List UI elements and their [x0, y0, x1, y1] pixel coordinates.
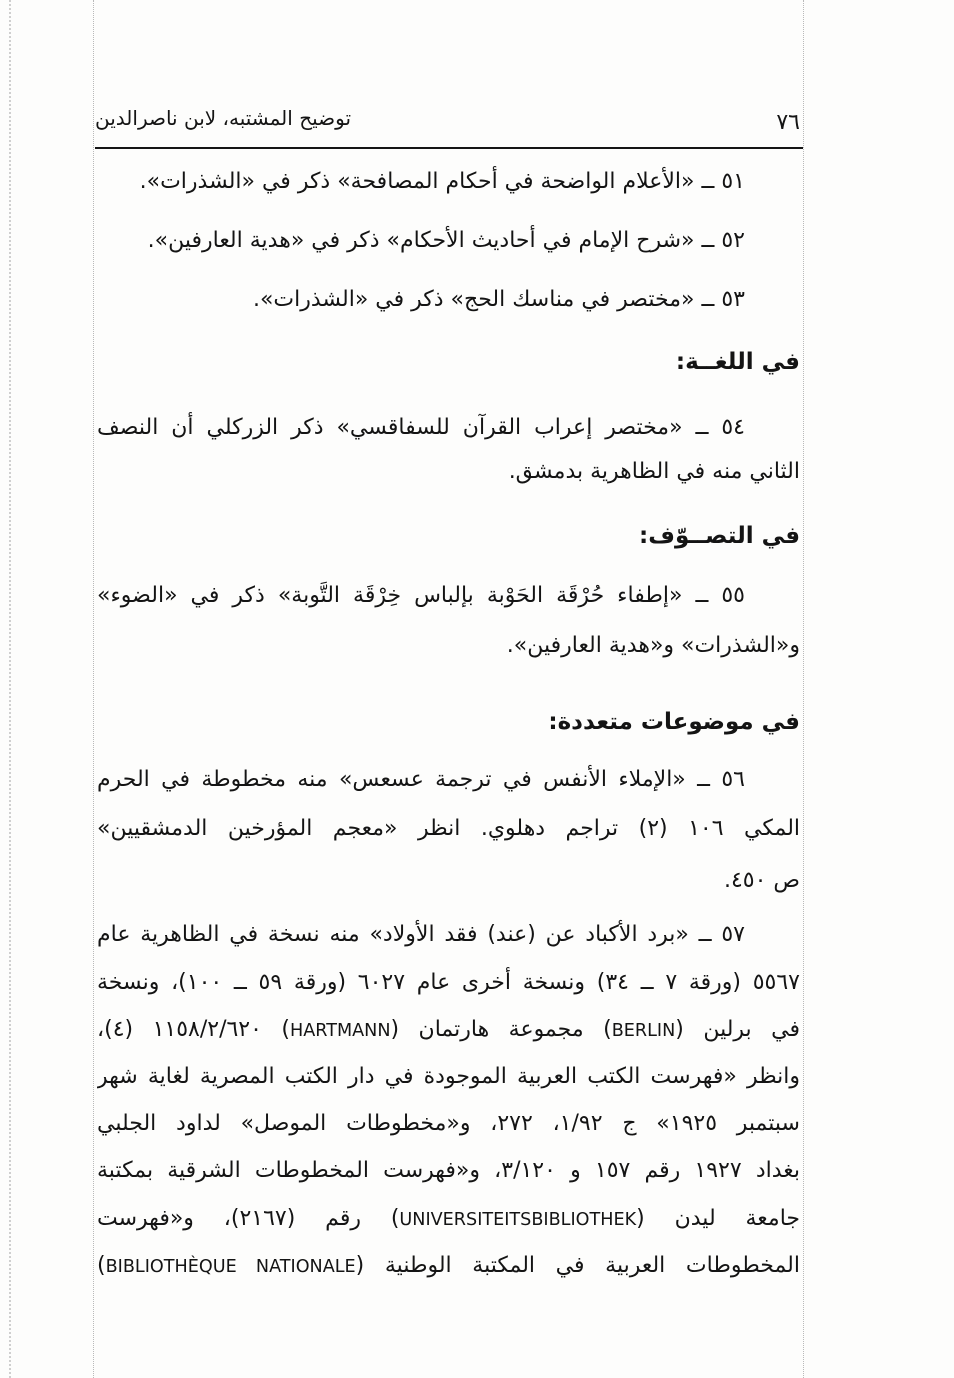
entry-57-line-4: وانظر «فهرست الكتب العربية الموجودة في دار الكتب المصرية لغاية شهر: [97, 1064, 800, 1089]
entry-55-line-1: ٥٥ ــ «إطفاء حُرْقَة الحَوْبة بإلباس خِرْقَة التَّوبة» ذكر في «الضوء»: [97, 583, 745, 608]
entry-56-line-2: المكي ١٠٦ (٢) تراجم دهلوي. انظر «معجم المؤرخين الدمشقيين»: [97, 816, 800, 841]
entry-57-line-1: ٥٧ ــ «برد الأكباد عن (عند) فقد الأولاد» منه نسخة في الظاهرية عام: [97, 922, 745, 947]
section-heading-various: في موضوعات متعددة:: [548, 709, 800, 735]
entry-57-line-2: ٥٥٦٧ (ورقة ٧ ــ ٣٤) ونسخة أخرى عام ٦٠٢٧ (ورقة ٥٩ ــ ١٠٠)، ونسخة: [97, 970, 800, 995]
latin-term-berlin: BERLIN: [611, 1021, 676, 1041]
section-heading-sufism: في التصــوّف:: [639, 523, 800, 549]
entry-54-line-2: الثاني منه في الظاهرية بدمشق.: [508, 459, 800, 484]
entry-57-line-8: [97, 1249, 800, 1283]
running-title: توضيح المشتبه، لابن ناصرالدين: [95, 106, 352, 130]
entry-57-line-3-part: في برلين (: [675, 1017, 800, 1042]
page-number: ٧٦: [776, 110, 800, 135]
section-heading-language: في اللغــة:: [675, 349, 800, 375]
entry-57-line-3-part: ) ١١٥٨/٢/٦٢٠ (٤)،: [97, 1017, 290, 1042]
entry-52: ٥٢ ــ «شرح الإمام في أحاديث الأحكام» ذكر في «هدية العارفين».: [147, 228, 745, 253]
entry-57-line-8-part: المخطوطات العربية في المكتبة الوطنية (: [355, 1253, 800, 1278]
latin-term-hartmann: HARTMANN: [290, 1021, 391, 1041]
entry-56-line-3: ص ٤٥٠.: [723, 868, 800, 893]
left-margin-guide: [93, 0, 94, 1378]
entry-57-line-7: [97, 1202, 800, 1236]
entry-57-line-7-part: ) رقم (٢١٦٧)، و«فهرست: [97, 1206, 400, 1231]
entry-57-line-7-part: جامعة ليدن (: [636, 1206, 800, 1231]
entry-55-line-2: و«الشذرات» و«هدية العارفين».: [506, 633, 800, 658]
entry-54-line-1: ٥٤ ــ «مختصر إعراب القرآن للسفاقسي» ذكر الزركلي أن النصف: [97, 415, 745, 440]
latin-term-bibliotheque-nationale: BIBLIOTHÈQUE NATIONALE: [105, 1257, 356, 1277]
header-rule: [95, 147, 803, 149]
scan-edge-dots: [9, 0, 11, 1378]
right-margin-guide: [803, 0, 804, 1378]
entry-51: ٥١ ــ «الأعلام الواضحة في أحكام المصافحة» ذكر في «الشذرات».: [139, 169, 745, 194]
entry-57-line-8-part: ): [97, 1253, 106, 1278]
entry-57-line-5: سبتمبر ١٩٢٥» ج ١/٩٢، ٢٧٢، و«مخطوطات الموصل» لداود الجلبي: [97, 1111, 800, 1136]
entry-57-line-3: [97, 1013, 800, 1047]
latin-term-universiteitsbibliotheek: UNIVERSITEITSBIBLIOTHEK: [399, 1210, 637, 1230]
entry-57-line-6: بغداد ١٩٢٧ رقم ١٥٧ و ٣/١٢٠، و«فهرست المخطوطات الشرقية بمكتبة: [97, 1158, 800, 1183]
entry-57-line-3-part: ) مجموعة هارتمان (: [390, 1017, 612, 1042]
entry-56-line-1: ٥٦ ــ «الإملاء الأنفس في ترجمة عسعس» منه مخطوطة في الحرم: [97, 767, 745, 792]
entry-53: ٥٣ ــ «مختصر في مناسك الحج» ذكر في «الشذرات».: [252, 287, 745, 312]
